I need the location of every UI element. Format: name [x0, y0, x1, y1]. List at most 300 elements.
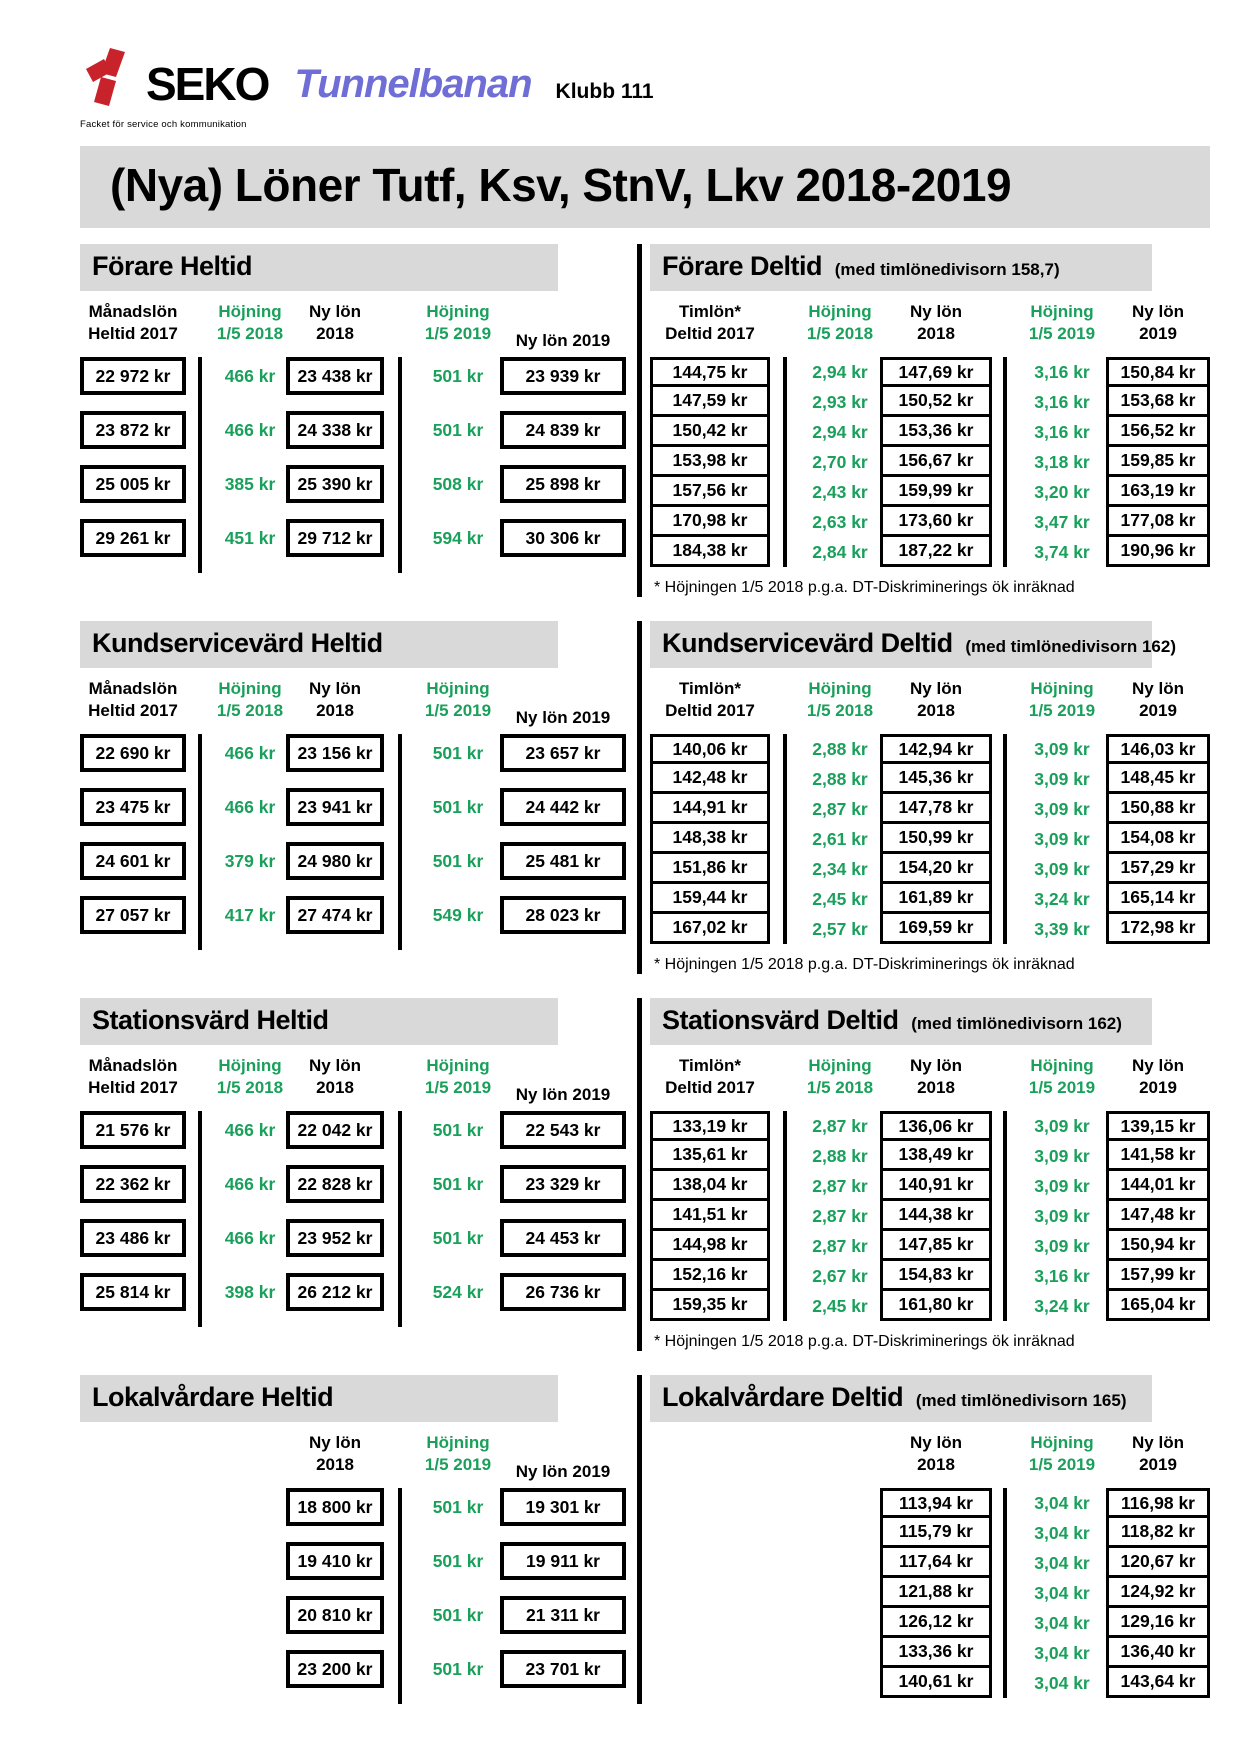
- salary-value: 144,75 kr: [650, 357, 770, 387]
- section-subtitle: (med timlönedivisorn 162): [906, 1014, 1122, 1033]
- salary-value: 124,92 kr: [1106, 1575, 1210, 1608]
- salary-value: 24 453 kr: [500, 1219, 626, 1257]
- salary-value: 116,98 kr: [1106, 1488, 1210, 1518]
- footnote: * Höjningen 1/5 2018 p.g.a. DT-Diskriminerings ök inräknad: [654, 1333, 1075, 1350]
- column-header: Månadslön Heltid 2017: [88, 302, 178, 344]
- salary-value: 145,36 kr: [880, 761, 992, 794]
- increase-value: 501 kr: [432, 742, 484, 763]
- increase-value: 2,67 kr: [812, 1265, 868, 1286]
- increase-value: 501 kr: [432, 1119, 484, 1140]
- section-pair-forare: [80, 244, 1210, 597]
- salary-value: 148,45 kr: [1106, 761, 1210, 794]
- increase-value: 2,88 kr: [812, 738, 868, 759]
- column-header: Höjning 1/5 2018: [216, 302, 284, 344]
- column-header: Höjning 1/5 2019: [424, 1433, 492, 1475]
- section-header-bar: [80, 621, 558, 668]
- section-subtitle: (med timlönedivisorn 162): [960, 637, 1176, 656]
- salary-table: [80, 1055, 628, 1327]
- logo-seko-text: SEKO: [146, 58, 269, 110]
- increase-value: 3,24 kr: [1034, 1295, 1090, 1316]
- salary-value: 165,14 kr: [1106, 881, 1210, 914]
- column-header: Höjning 1/5 2018: [806, 1056, 874, 1098]
- salary-table: [650, 1432, 1210, 1698]
- increase-value: 2,87 kr: [812, 1175, 868, 1196]
- increase-value: 3,04 kr: [1034, 1642, 1090, 1663]
- column-divider: [398, 1111, 402, 1327]
- salary-value: 22 042 kr: [286, 1111, 384, 1149]
- increase-value: 3,04 kr: [1034, 1612, 1090, 1633]
- increase-value: 2,94 kr: [812, 421, 868, 442]
- column-header: Höjning 1/5 2018: [806, 679, 874, 721]
- column-header: Höjning 1/5 2019: [424, 1056, 492, 1098]
- column-header: Ny lön 2019: [1132, 679, 1184, 721]
- increase-value: 3,04 kr: [1034, 1522, 1090, 1543]
- increase-value: 2,43 kr: [812, 481, 868, 502]
- salary-value: 146,03 kr: [1106, 734, 1210, 764]
- salary-value: 23 701 kr: [500, 1650, 626, 1688]
- salary-value: 140,06 kr: [650, 734, 770, 764]
- increase-value: 3,39 kr: [1034, 918, 1090, 939]
- salary-value: 30 306 kr: [500, 519, 626, 557]
- column-header: Höjning 1/5 2018: [216, 679, 284, 721]
- salary-value: 144,01 kr: [1106, 1168, 1210, 1201]
- salary-value: 147,48 kr: [1106, 1198, 1210, 1231]
- increase-value: 3,16 kr: [1034, 391, 1090, 412]
- increase-value: 3,09 kr: [1034, 1235, 1090, 1256]
- increase-value: 2,84 kr: [812, 541, 868, 562]
- section-title: Förare Deltid: [662, 251, 823, 281]
- salary-value: 159,99 kr: [880, 474, 992, 507]
- section-pair-lokalvardare: [80, 1375, 1210, 1704]
- section-title: Stationsvärd Deltid: [662, 1005, 899, 1035]
- salary-value: 161,80 kr: [880, 1288, 992, 1321]
- increase-value: 501 kr: [432, 419, 484, 440]
- section-title: Lokalvårdare Deltid: [662, 1382, 904, 1412]
- salary-table: [650, 1055, 1210, 1321]
- salary-value: 23 657 kr: [500, 734, 626, 772]
- salary-value: 23 941 kr: [286, 788, 384, 826]
- increase-value: 379 kr: [224, 850, 276, 871]
- section-pair-stationsvard: [80, 998, 1210, 1351]
- salary-value: 26 212 kr: [286, 1273, 384, 1311]
- footnote: * Höjningen 1/5 2018 p.g.a. DT-Diskriminerings ök inräknad: [654, 956, 1075, 973]
- salary-value: 25 814 kr: [80, 1273, 186, 1311]
- salary-value: 165,04 kr: [1106, 1288, 1210, 1321]
- salary-value: 26 736 kr: [500, 1273, 626, 1311]
- section-header-bar: [80, 998, 558, 1045]
- increase-value: 501 kr: [432, 1550, 484, 1571]
- increase-value: 501 kr: [432, 1173, 484, 1194]
- column-divider: [198, 734, 202, 950]
- column-divider: [1003, 1488, 1007, 1698]
- column-header: Höjning 1/5 2019: [1028, 1056, 1096, 1098]
- salary-value: 126,12 kr: [880, 1605, 992, 1638]
- column-header: Ny lön 2018: [309, 679, 361, 721]
- section-kundservicevard-deltid: [650, 621, 1210, 974]
- salary-value: 136,06 kr: [880, 1111, 992, 1141]
- increase-value: 3,09 kr: [1034, 1115, 1090, 1136]
- section-header-bar: [650, 1375, 1152, 1422]
- salary-value: 157,56 kr: [650, 474, 770, 507]
- salary-value: 157,99 kr: [1106, 1258, 1210, 1291]
- section-header-bar: [650, 621, 1176, 668]
- column-divider: [783, 734, 787, 944]
- increase-value: 3,16 kr: [1034, 1265, 1090, 1286]
- increase-value: 3,09 kr: [1034, 1145, 1090, 1166]
- column-header: Höjning 1/5 2019: [1028, 679, 1096, 721]
- column-divider: [198, 1111, 202, 1327]
- salary-value: 29 712 kr: [286, 519, 384, 557]
- salary-value: 21 576 kr: [80, 1111, 186, 1149]
- salary-value: 170,98 kr: [650, 504, 770, 537]
- increase-value: 594 kr: [432, 527, 484, 548]
- salary-value: 25 481 kr: [500, 842, 626, 880]
- increase-value: 2,87 kr: [812, 1115, 868, 1136]
- salary-value: 159,44 kr: [650, 881, 770, 914]
- salary-value: 19 911 kr: [500, 1542, 626, 1580]
- salary-value: 184,38 kr: [650, 534, 770, 567]
- salary-value: 144,98 kr: [650, 1228, 770, 1261]
- column-header: Ny lön 2018: [309, 1433, 361, 1475]
- increase-value: 3,04 kr: [1034, 1582, 1090, 1603]
- column-header: Timlön* Deltid 2017: [665, 679, 755, 721]
- increase-value: 3,09 kr: [1034, 828, 1090, 849]
- salary-value: 24 980 kr: [286, 842, 384, 880]
- salary-value: 147,59 kr: [650, 384, 770, 417]
- page-title: (Nya) Löner Tutf, Ksv, StnV, Lkv 2018-2019: [80, 146, 1210, 228]
- salary-value: 22 362 kr: [80, 1165, 186, 1203]
- increase-value: 2,61 kr: [812, 828, 868, 849]
- increase-value: 2,45 kr: [812, 1295, 868, 1316]
- salary-value: 150,52 kr: [880, 384, 992, 417]
- salary-value: 23 939 kr: [500, 357, 626, 395]
- column-header: Höjning 1/5 2018: [806, 302, 874, 344]
- column-divider: [1003, 1111, 1007, 1321]
- salary-value: 154,83 kr: [880, 1258, 992, 1291]
- column-header: Höjning 1/5 2019: [1028, 302, 1096, 344]
- column-header: Ny lön 2019: [515, 707, 611, 727]
- column-header: Timlön* Deltid 2017: [665, 1056, 755, 1098]
- salary-value: 187,22 kr: [880, 534, 992, 567]
- increase-value: 385 kr: [224, 473, 276, 494]
- salary-value: 144,91 kr: [650, 791, 770, 824]
- section-title: Lokalvårdare Heltid: [92, 1382, 334, 1412]
- column-header: Månadslön Heltid 2017: [88, 679, 178, 721]
- salary-value: 163,19 kr: [1106, 474, 1210, 507]
- section-header-bar: [80, 244, 558, 291]
- section-title: Stationsvärd Heltid: [92, 1005, 329, 1035]
- salary-value: 23 438 kr: [286, 357, 384, 395]
- increase-value: 2,94 kr: [812, 361, 868, 382]
- column-divider: [398, 357, 402, 573]
- salary-value: 28 023 kr: [500, 896, 626, 934]
- salary-value: 172,98 kr: [1106, 911, 1210, 944]
- section-header-bar: [650, 244, 1152, 291]
- column-header: Ny lön 2018: [309, 302, 361, 344]
- increase-value: 466 kr: [224, 1173, 276, 1194]
- column-header: Ny lön 2018: [910, 679, 962, 721]
- column-header: Höjning 1/5 2019: [424, 302, 492, 344]
- increase-value: 3,09 kr: [1034, 858, 1090, 879]
- salary-value: 22 690 kr: [80, 734, 186, 772]
- column-divider: [783, 1111, 787, 1321]
- increase-value: 549 kr: [432, 904, 484, 925]
- section-title: Förare Heltid: [92, 251, 253, 281]
- column-divider: [198, 357, 202, 573]
- column-header: Höjning 1/5 2018: [216, 1056, 284, 1098]
- salary-value: 153,36 kr: [880, 414, 992, 447]
- salary-value: 177,08 kr: [1106, 504, 1210, 537]
- salary-value: 154,08 kr: [1106, 821, 1210, 854]
- salary-value: 147,78 kr: [880, 791, 992, 824]
- column-header: Ny lön 2018: [309, 1056, 361, 1098]
- increase-value: 2,87 kr: [812, 798, 868, 819]
- increase-value: 2,87 kr: [812, 1205, 868, 1226]
- salary-value: 150,42 kr: [650, 414, 770, 447]
- increase-value: 501 kr: [432, 1227, 484, 1248]
- section-lokalvardare-heltid: [80, 1375, 628, 1704]
- increase-value: 3,09 kr: [1034, 768, 1090, 789]
- salary-value: 144,38 kr: [880, 1198, 992, 1231]
- section-forare-heltid: [80, 244, 628, 597]
- salary-value: 23 872 kr: [80, 411, 186, 449]
- column-header: Höjning 1/5 2019: [424, 679, 492, 721]
- increase-value: 508 kr: [432, 473, 484, 494]
- salary-value: 159,35 kr: [650, 1288, 770, 1321]
- logo-header: [80, 46, 1210, 136]
- section-lokalvardare-deltid: [650, 1375, 1210, 1704]
- salary-value: 141,58 kr: [1106, 1138, 1210, 1171]
- section-forare-deltid: [650, 244, 1210, 597]
- salary-value: 24 601 kr: [80, 842, 186, 880]
- section-subtitle: (med timlönedivisorn 158,7): [830, 260, 1060, 279]
- salary-value: 159,85 kr: [1106, 444, 1210, 477]
- increase-value: 466 kr: [224, 1119, 276, 1140]
- footnote: * Höjningen 1/5 2018 p.g.a. DT-Diskriminerings ök inräknad: [654, 579, 1075, 596]
- half-divider-line: [637, 1375, 642, 1704]
- salary-value: 22 828 kr: [286, 1165, 384, 1203]
- salary-value: 22 543 kr: [500, 1111, 626, 1149]
- salary-table: [80, 1432, 628, 1704]
- column-header: Timlön* Deltid 2017: [665, 302, 755, 344]
- salary-value: 133,19 kr: [650, 1111, 770, 1141]
- increase-value: 466 kr: [224, 365, 276, 386]
- salary-table: [650, 678, 1210, 944]
- salary-value: 151,86 kr: [650, 851, 770, 884]
- salary-value: 156,52 kr: [1106, 414, 1210, 447]
- salary-value: 150,84 kr: [1106, 357, 1210, 387]
- half-divider-line: [637, 244, 642, 597]
- increase-value: 466 kr: [224, 419, 276, 440]
- column-header: Månadslön Heltid 2017: [88, 1056, 178, 1098]
- salary-value: 142,94 kr: [880, 734, 992, 764]
- salary-value: 152,16 kr: [650, 1258, 770, 1291]
- salary-value: 24 442 kr: [500, 788, 626, 826]
- salary-table: [80, 678, 628, 950]
- increase-value: 3,24 kr: [1034, 888, 1090, 909]
- salary-value: 133,36 kr: [880, 1635, 992, 1668]
- salary-value: 25 005 kr: [80, 465, 186, 503]
- section-stationsvard-heltid: [80, 998, 628, 1351]
- increase-value: 501 kr: [432, 1658, 484, 1679]
- increase-value: 2,45 kr: [812, 888, 868, 909]
- increase-value: 398 kr: [224, 1281, 276, 1302]
- increase-value: 524 kr: [432, 1281, 484, 1302]
- column-divider: [1003, 357, 1007, 567]
- increase-value: 417 kr: [224, 904, 276, 925]
- section-title: Kundservicevärd Heltid: [92, 628, 383, 658]
- salary-value: 118,82 kr: [1106, 1515, 1210, 1548]
- salary-value: 147,69 kr: [880, 357, 992, 387]
- salary-value: 143,64 kr: [1106, 1665, 1210, 1698]
- salary-value: 147,85 kr: [880, 1228, 992, 1261]
- increase-value: 3,47 kr: [1034, 511, 1090, 532]
- section-pair-kundservicevard: [80, 621, 1210, 974]
- increase-value: 451 kr: [224, 527, 276, 548]
- section-title: Kundservicevärd Deltid: [662, 628, 953, 658]
- column-header: Höjning 1/5 2019: [1028, 1433, 1096, 1475]
- salary-value: 113,94 kr: [880, 1488, 992, 1518]
- section-stationsvard-deltid: [650, 998, 1210, 1351]
- salary-value: 129,16 kr: [1106, 1605, 1210, 1638]
- column-header: Ny lön 2019: [515, 1084, 611, 1104]
- salary-value: 18 800 kr: [286, 1488, 384, 1526]
- salary-value: 117,64 kr: [880, 1545, 992, 1578]
- column-header: Ny lön 2018: [910, 1433, 962, 1475]
- salary-value: 140,91 kr: [880, 1168, 992, 1201]
- logo-tunnelbanan-text: Tunnelbanan: [294, 62, 532, 106]
- seko-mark-icon: [80, 47, 136, 114]
- salary-value: 120,67 kr: [1106, 1545, 1210, 1578]
- salary-value: 154,20 kr: [880, 851, 992, 884]
- increase-value: 3,74 kr: [1034, 541, 1090, 562]
- column-divider: [398, 734, 402, 950]
- increase-value: 2,88 kr: [812, 768, 868, 789]
- salary-value: 190,96 kr: [1106, 534, 1210, 567]
- increase-value: 3,18 kr: [1034, 451, 1090, 472]
- salary-value: 23 486 kr: [80, 1219, 186, 1257]
- increase-value: 2,88 kr: [812, 1145, 868, 1166]
- salary-value: 150,88 kr: [1106, 791, 1210, 824]
- salary-value: 136,40 kr: [1106, 1635, 1210, 1668]
- section-kundservicevard-heltid: [80, 621, 628, 974]
- increase-value: 2,63 kr: [812, 511, 868, 532]
- column-header: Ny lön 2019: [515, 1461, 611, 1481]
- increase-value: 3,20 kr: [1034, 481, 1090, 502]
- salary-value: 161,89 kr: [880, 881, 992, 914]
- column-header: Ny lön 2019: [1132, 302, 1184, 344]
- increase-value: 3,16 kr: [1034, 361, 1090, 382]
- increase-value: 3,09 kr: [1034, 798, 1090, 819]
- increase-value: 2,34 kr: [812, 858, 868, 879]
- salary-value: 121,88 kr: [880, 1575, 992, 1608]
- increase-value: 3,16 kr: [1034, 421, 1090, 442]
- salary-value: 141,51 kr: [650, 1198, 770, 1231]
- increase-value: 3,09 kr: [1034, 1175, 1090, 1196]
- increase-value: 501 kr: [432, 365, 484, 386]
- logo-tagline: Facket för service och kommunikation: [80, 119, 247, 130]
- increase-value: 2,57 kr: [812, 918, 868, 939]
- salary-value: 142,48 kr: [650, 761, 770, 794]
- increase-value: 466 kr: [224, 742, 276, 763]
- salary-value: 115,79 kr: [880, 1515, 992, 1548]
- increase-value: 3,09 kr: [1034, 1205, 1090, 1226]
- salary-value: 138,04 kr: [650, 1168, 770, 1201]
- column-header: Ny lön 2019: [1132, 1433, 1184, 1475]
- salary-value: 23 475 kr: [80, 788, 186, 826]
- salary-value: 23 156 kr: [286, 734, 384, 772]
- half-divider-line: [637, 998, 642, 1351]
- increase-value: 3,04 kr: [1034, 1672, 1090, 1693]
- salary-value: 20 810 kr: [286, 1596, 384, 1634]
- salary-value: 25 390 kr: [286, 465, 384, 503]
- salary-value: 24 839 kr: [500, 411, 626, 449]
- salary-value: 153,98 kr: [650, 444, 770, 477]
- salary-value: 140,61 kr: [880, 1665, 992, 1698]
- salary-value: 157,29 kr: [1106, 851, 1210, 884]
- increase-value: 466 kr: [224, 1227, 276, 1248]
- salary-value: 156,67 kr: [880, 444, 992, 477]
- column-header: Ny lön 2019: [1132, 1056, 1184, 1098]
- salary-value: 23 952 kr: [286, 1219, 384, 1257]
- half-divider-line: [637, 621, 642, 974]
- salary-value: 27 057 kr: [80, 896, 186, 934]
- column-divider: [783, 357, 787, 567]
- section-header-bar: [80, 1375, 558, 1422]
- salary-value: 24 338 kr: [286, 411, 384, 449]
- salary-table: [80, 301, 628, 573]
- salary-value: 23 329 kr: [500, 1165, 626, 1203]
- column-header: Ny lön 2018: [910, 302, 962, 344]
- salary-value: 22 972 kr: [80, 357, 186, 395]
- salary-value: 169,59 kr: [880, 911, 992, 944]
- salary-value: 167,02 kr: [650, 911, 770, 944]
- salary-value: 19 410 kr: [286, 1542, 384, 1580]
- salary-table: [650, 301, 1210, 567]
- salary-value: 148,38 kr: [650, 821, 770, 854]
- increase-value: 501 kr: [432, 1604, 484, 1625]
- increase-value: 501 kr: [432, 1496, 484, 1517]
- salary-value: 138,49 kr: [880, 1138, 992, 1171]
- column-divider: [1003, 734, 1007, 944]
- salary-value: 23 200 kr: [286, 1650, 384, 1688]
- section-subtitle: (med timlönedivisorn 165): [911, 1391, 1127, 1410]
- salary-value: 153,68 kr: [1106, 384, 1210, 417]
- increase-value: 3,04 kr: [1034, 1552, 1090, 1573]
- salary-value: 21 311 kr: [500, 1596, 626, 1634]
- salary-value: 27 474 kr: [286, 896, 384, 934]
- increase-value: 501 kr: [432, 796, 484, 817]
- increase-value: 3,09 kr: [1034, 738, 1090, 759]
- column-header: Ny lön 2019: [515, 330, 611, 350]
- logo-klubb-text: Klubb 111: [555, 79, 654, 103]
- increase-value: 2,70 kr: [812, 451, 868, 472]
- increase-value: 501 kr: [432, 850, 484, 871]
- increase-value: 466 kr: [224, 796, 276, 817]
- column-header: Ny lön 2018: [910, 1056, 962, 1098]
- salary-value: 19 301 kr: [500, 1488, 626, 1526]
- salary-value: 173,60 kr: [880, 504, 992, 537]
- salary-value: 150,99 kr: [880, 821, 992, 854]
- salary-value: 135,61 kr: [650, 1138, 770, 1171]
- section-header-bar: [650, 998, 1152, 1045]
- salary-value: 139,15 kr: [1106, 1111, 1210, 1141]
- salary-value: 25 898 kr: [500, 465, 626, 503]
- increase-value: 2,93 kr: [812, 391, 868, 412]
- salary-value: 29 261 kr: [80, 519, 186, 557]
- salary-value: 150,94 kr: [1106, 1228, 1210, 1261]
- increase-value: 2,87 kr: [812, 1235, 868, 1256]
